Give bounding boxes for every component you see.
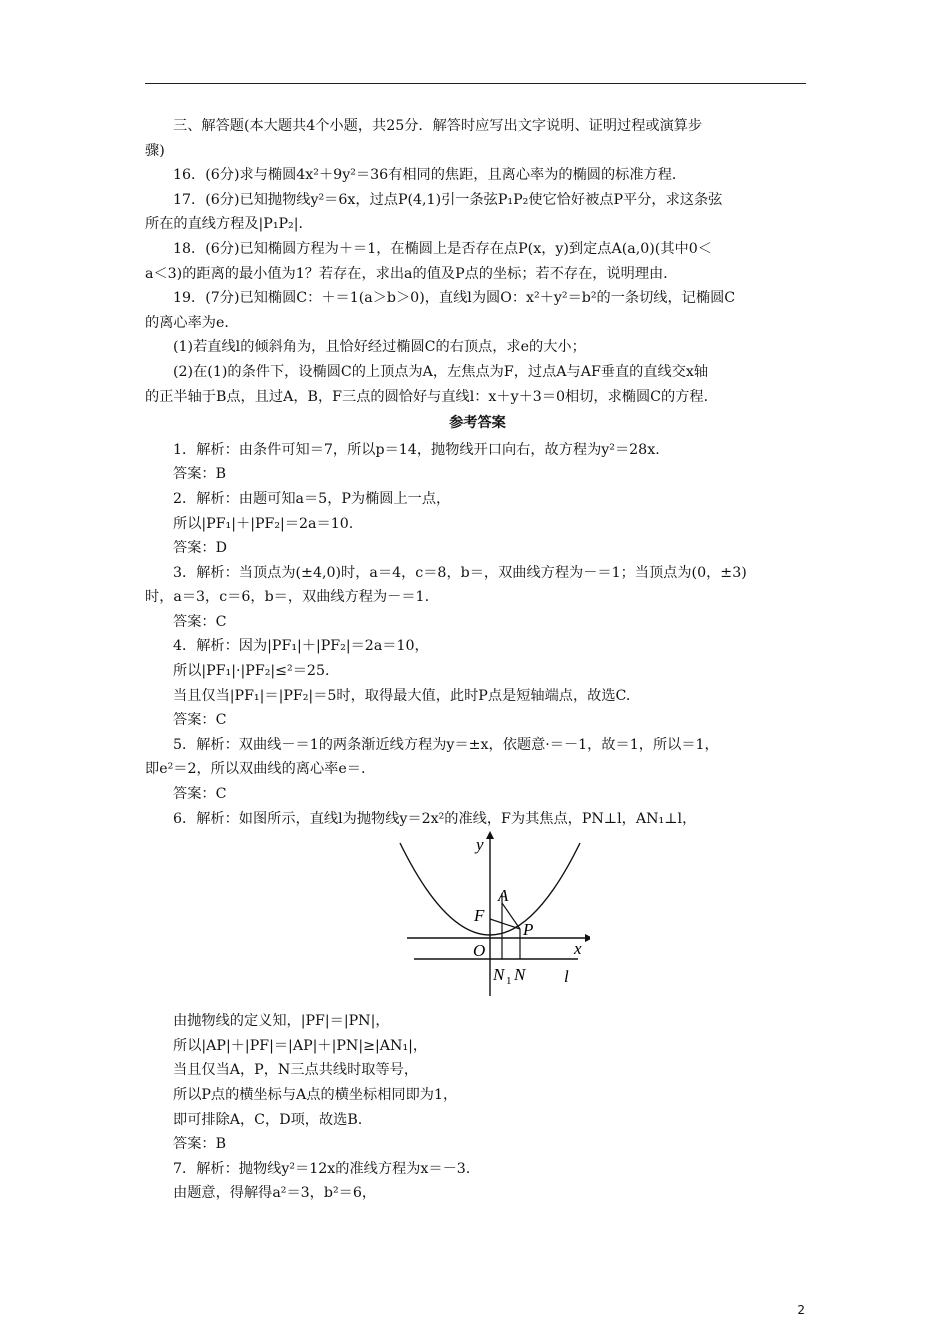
answer-1-line1: 1．解析：由条件可知＝7，所以p＝14，抛物线开口向右，故方程为y²＝28x.: [173, 441, 660, 458]
answer-3-line1: 3．解析：当顶点为(±4,0)时，a＝4，c＝8，b＝，双曲线方程为－＝1；当顶点为(0，±3): [173, 564, 747, 581]
answer-4-line1: 4．解析：因为|PF₁|＋|PF₂|＝2a＝10，: [173, 638, 429, 655]
question-17-line2: 所在的直线方程及|P₁P₂|．: [145, 216, 313, 233]
answer-6-line5: 所以P点的横坐标与A点的横坐标相同即为1，: [173, 1087, 458, 1103]
header-rule: [145, 83, 806, 84]
answer-6-line4: 当且仅当A，P，N三点共线时取等号，: [173, 1062, 419, 1079]
document-body: [145, 114, 810, 1206]
answer-6-line3: 所以|AP|＋|PF|＝|AP|＋|PN|≥|AN₁|，: [173, 1037, 428, 1054]
answer-4-line3: 当且仅当|PF₁|＝|PF₂|＝5时，取得最大值，此时P点是短轴端点，故选C.: [173, 687, 631, 704]
question-19-part2-line1: (2)在(1)的条件下，设椭圆C的上顶点为A，左焦点为F，过点A与AF垂直的直线交x轴: [173, 363, 709, 380]
section-header-cont: 骤): [145, 142, 165, 159]
x-axis-arrow: [585, 934, 590, 942]
question-19-line2: 的离心率为e．: [145, 314, 239, 331]
label-l: l: [564, 967, 569, 987]
answer-5-result: 答案：C: [173, 786, 227, 803]
line-f-p: [490, 919, 520, 929]
answer-6-line1: 6．解析：如图所示，直线l为抛物线y＝2x²的准线，F为其焦点，PN⊥l，AN₁⊥l，: [173, 810, 697, 827]
label-n1: N: [493, 965, 505, 985]
parabola-figure: [145, 831, 810, 1009]
answer-2-result: 答案：D: [173, 540, 227, 557]
parabola-diagram: [390, 831, 590, 1009]
label-n: N: [514, 965, 526, 985]
answer-6-line6: 即可排除A，C，D项，故选B.: [173, 1111, 363, 1128]
label-y: y: [476, 835, 484, 855]
answer-5-line2: 即e²＝2，所以双曲线的离心率e＝.: [145, 761, 366, 778]
answer-2-line2: 所以|PF₁|＋|PF₂|＝2a＝10.: [173, 515, 354, 532]
page-number: 2: [797, 1303, 805, 1317]
section-header: 三、解答题(本大题共4个小题，共25分．解答时应写出文字说明、证明过程或演算步: [173, 118, 703, 134]
question-19-part1: (1)若直线l的倾斜角为，且恰好经过椭圆C的右顶点，求e的大小；: [173, 339, 586, 356]
answer-4-result: 答案：C: [173, 712, 227, 729]
answers-title: 参考答案: [449, 415, 506, 432]
question-18-line2: a＜3)的距离的最小值为1？若存在，求出a的值及P点的坐标；若不存在，说明理由．: [145, 265, 678, 282]
answer-7-line2: 由题意，得解得a²＝3，b²＝6，: [173, 1185, 377, 1202]
question-18-line1: 18．(6分)已知椭圆方程为＋＝1，在椭圆上是否存在点P(x，y)到定点A(a,0)(其中0＜: [173, 240, 712, 257]
question-16: 16．(6分)求与椭圆4x²＋9y²＝36有相同的焦距，且离心率为的椭圆的标准方程．: [173, 167, 687, 184]
label-a: A: [498, 886, 509, 906]
label-n1-subscript: 1: [506, 975, 512, 988]
question-17-line1: 17．(6分)已知抛物线y²＝6x，过点P(4,1)引一条弦P₁P₂使它恰好被点P平分，求这条弦: [173, 191, 723, 208]
answer-3-result: 答案：C: [173, 613, 227, 630]
answer-5-line1: 5．解析：双曲线－＝1的两条渐近线方程为y＝±x，依题意·＝－1，故＝1，所以＝1，: [173, 736, 719, 753]
label-p: P: [523, 920, 534, 940]
y-axis-arrow: [486, 831, 494, 839]
label-f: F: [474, 906, 485, 926]
answer-1-result: 答案：B: [173, 466, 226, 483]
answer-6-line2: 由抛物线的定义知，|PF|＝|PN|，: [173, 1013, 390, 1030]
question-19-line1: 19．(7分)已知椭圆C：＋＝1(a＞b＞0)，直线l为圆O：x²＋y²＝b²的一条切线，记椭圆C: [173, 290, 736, 307]
label-x: x: [574, 939, 582, 959]
answer-6-result: 答案：B: [173, 1136, 226, 1153]
label-o: O: [473, 941, 486, 961]
question-19-part2-line2: 的正半轴于B点，且过A，B，F三点的圆恰好与直线l：x＋y＋3＝0相切，求椭圆C的方程．: [145, 388, 718, 405]
answer-3-line2: 时，a＝3，c＝6，b＝，双曲线方程为－＝1.: [145, 589, 430, 606]
answer-7-line1: 7．解析：抛物线y²＝12x的准线方程为x＝－3.: [173, 1160, 471, 1177]
answer-4-line2: 所以|PF₁|·|PF₂|≤²＝25.: [173, 663, 330, 680]
line-a-p: [502, 903, 520, 929]
answer-2-line1: 2．解析：由题可知a＝5，P为椭圆上一点，: [173, 490, 451, 507]
